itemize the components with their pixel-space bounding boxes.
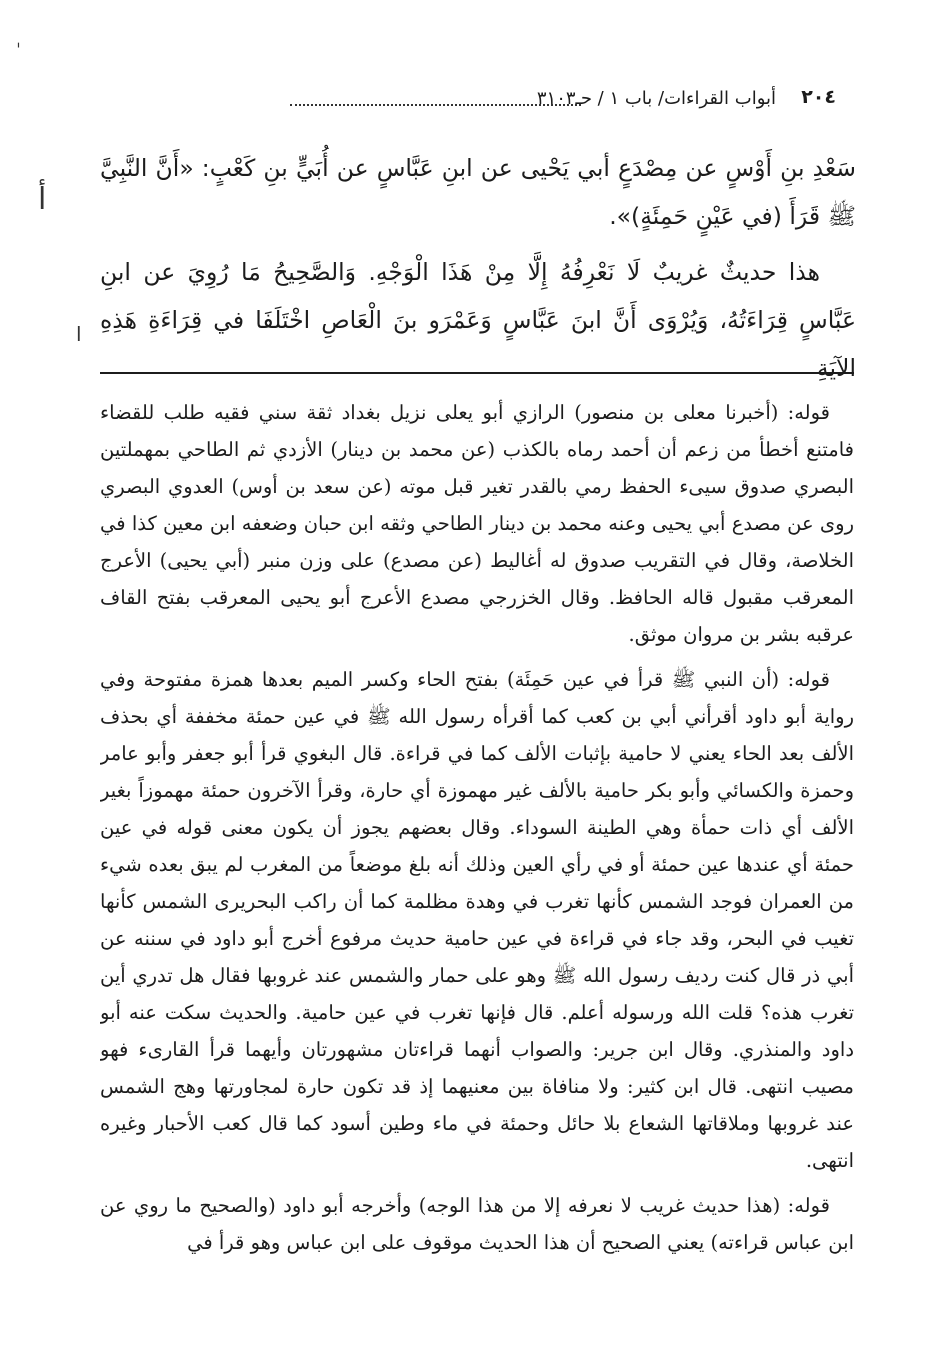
hadith-text xyxy=(100,144,856,392)
commentary-text xyxy=(100,394,854,1331)
margin-mark-alif: أ xyxy=(38,182,47,217)
page-number: ٢٠٤ xyxy=(801,86,836,108)
hadith-paragraph: هذا حديثٌ غريبٌ لَا نَعْرِفُهُ إِلَّا مِنْ هَذَا الْوَجْهِ. وَالصَّحِيحُ مَا رُوِيَ عن ابنِ عَبَّاسٍ قِرَاءَتُهُ، وَيُرْوَى أَنَّ ابنَ عَبَّاسٍ وَعَمْرَو بنَ الْعَاصِ اخْتَلَفَا في قِرَاءَةِ هَذِهِ الآيَةِ xyxy=(100,258,856,382)
hadith-paragraph: سَعْدِ بنِ أَوْسٍ عن مِصْدَعٍ أبي يَحْيى عن ابنِ عَبَّاسٍ عن أُبَيٍّ بنِ كَعْبٍ: «أَنَّ النَّبِيَّ ﷺ قَرَأَ (في عَيْنٍ حَمِئَةٍ)». xyxy=(100,154,856,230)
commentary-paragraph: قوله: (أن النبي ﷺ قرأ في عين حَمِئَة) بفتح الحاء وكسر الميم بعدها همزة مفتوحة وفي رواية أبو داود أقرأني أبي بن كعب كما أقرأه رسول الله ﷺ في عين حمئة مخففة أي بحذف الألف بعد الحاء يعني لا حامية بإثبات الألف كما في قراءة. قال البغوي قرأ أبو جعفر وأبو عامر وحمزة والكسائي وأبو بكر حامية بالألف غير مهموزة أي حارة، وقرأ الآخرون حمئة مهموزاً بغير الألف أي ذات حمأة وهي الطينة السوداء. وقال بعضهم يجوز أن يكون معنى قوله في عين حمئة أي عندها عين حمئة أو في رأي العين وذلك أنه بلغ موضعاً من المغرب لم يبق بعده شيء من العمران فوجد الشمس كأنها تغرب في وهدة مظلمة كما أن راكب البحريرى الشمس كأنها تغيب في البحر، وقد جاء في قراءة في عين حامية حديث مرفوع أخرج أبو داود في سننه عن أبي ذر قال كنت رديف رسول الله ﷺ وهو على حمار والشمس عند غروبها فقال هل تدري أين تغرب هذه؟ قلت الله ورسوله أعلم. قال فإنها تغرب في عين حامية. والحديث سكت عنه أبو داود والمنذري. وقال ابن جرير: والصواب أنهما قراءتان مشهورتان وأيهما قرأ القارىء فهو مصيب انتهى. قال ابن كثير: ولا منافاة بين معنيهما إذ قد تكون حارة لمجاورتها وهج الشمس عند غروبها وملاقاتها الشعاع بلا حائل وحمئة في ماء وطين أسود كما قال كعب الأحبار وغيره انتهى. xyxy=(100,668,854,1172)
commentary-paragraph: قوله: (أخبرنا معلى بن منصور) الرازي أبو يعلى نزيل بغداد ثقة سني فقيه طلب للقضاء فامتنع أخطأ من زعم أن أحمد رماه بالكذب (عن محمد بن دينار) الأزدي ثم الطاحي بمهملتين البصري صدوق سيىء الحفظ رمي بالقدر تغير قبل موته (عن سعد بن أوس) العدوي البصري روى عن مصدع أبي يحيى وعنه محمد بن دينار الطاحي وثقه ابن حبان وضعفه ابن معين كذا في الخلاصة، وقال في التقريب صدوق له أغاليط (عن مصدع) على وزن منبر (أبي يحيى) الأعرج المعرقب مقبول قاله الحافظ. وقال الخزرجي مصدع الأعرج أبو يحيى المعرقب بفتح القاف عرقبه بشر بن مروان موثق. xyxy=(100,401,854,646)
margin-mark-top: ˈ xyxy=(16,40,21,61)
margin-mark-lower: ا xyxy=(76,322,82,346)
running-header xyxy=(100,84,836,120)
running-title: أبواب القراءات/ باب ١ / حـ٣١٠٣ xyxy=(536,88,776,109)
separator-rule xyxy=(100,372,854,374)
commentary-paragraph: قوله: (هذا حديث غريب لا نعرفه إلا من هذا الوجه) وأخرجه أبو داود (والصحيح ما روي عن ابن عباس قراءته) يعني الصحيح أن هذا الحديث موقوف على ابن عباس وهو قرأ في xyxy=(100,1194,854,1254)
